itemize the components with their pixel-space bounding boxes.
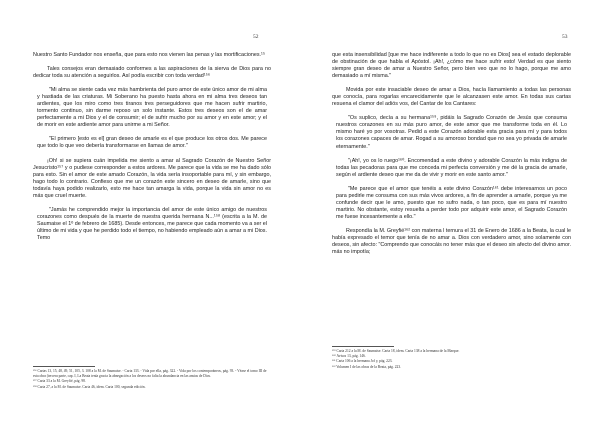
footnotes: [332, 349, 571, 370]
quote-paragraph: "Mi alma se siente cada vez más hambrienta del puro amor de este único amor de mi alma y hastiada de las criaturas. Mi Soberano ha puesto hasta ahora en mi alma tres deseos tan ardientes, que los miro como tres tiranos tres perseguidores que me hacen sufrir martirio, tormento continuo, sin darme reposo un solo instante. Estos tres deseos son el de amar perfectamente a mi Dios y el de consumir; el de sufrir mucho por su amor y en este amor; y el de morir en este ardiente amor para unirme a mi Señor.: [37, 87, 267, 129]
paragraph: Tales consejos eran demasiado conformes a las aspiraciones de la sierva de Dios para no dedicar toda su atención a seguirlos. Así podía escribir con toda verdad¹⁵⁶: [33, 66, 271, 80]
footnote: ¹⁵⁷ Carta 33 a la M. Greyfié, pág. 98.: [33, 379, 86, 384]
footnote-divider: [332, 346, 394, 347]
footnote: ¹⁶¹ Carta 106 a la hermana Jof y, pág. 223.: [332, 359, 393, 364]
footnote: ¹⁶² Volumen I de las obras de la Beata, pág. 223.: [332, 364, 402, 369]
quote-paragraph: "El primero [esto es el] gran deseo de amarle es el que produce los otros dos. Me parece que todo lo que veo debería transformarse en llamas de amor.": [37, 136, 267, 150]
paragraph: Nuestro Santo Fundador nos enseña, que para esto nos vienen las penas y las mortificaciones.¹⁵: [33, 52, 266, 58]
body-text: [33, 52, 271, 249]
footnote: ¹⁵⁶ Cartas 13, 15, 48, 49, 51, 105, 3. 108 a la M. de Saumaise. - Carta 133. - Vida por ella, pág. 322. - Vida por los contemporáneos, pág. 93. - Véase el tomo III de esta obra (tercera parte, cap. I, La Beata tenía gracia la abnegación a los deseos no falta la abundancia en las ansias de Dios.: [33, 369, 267, 379]
paragraph: Respondía la M. Greyfié¹⁶² con materna l ternura el 31 de Enero de 1686 a la Beata, la cual le había expresado el temor que tenía de no amar a. Dios con verdadero amor, sino solamente con deseos, sin afecto: "Comprendo que conocáis no tener más que el deseo sin afecto del divino amor. más no impotía;: [332, 227, 571, 256]
quote-paragraph: "Me parece que el amor que tenéis a este divino Corazón¹⁶¹ debe interesarnos un poco para pedirle me consuma con sus más vivos ardores, a fin de aprender a amarle, porque ya me confunde decir que le amo, puesto que no sufro nada, o tan poco, que es para mí nuestro martirio. No obstante, estoy resuelta a perder todo por adquirir este amor, el Sagrado Corazón me fuese incesantemente a ello.": [336, 185, 567, 220]
footnote-divider: [33, 366, 95, 367]
footnotes: [33, 369, 271, 390]
paragraph: que esta insensibilidad [que me hace indiferente a todo lo que no es Dios] sea el estado deplorable de obstinación de que habla el Apóstol. ¡Ah!, ¿cómo me hace sufrir esto! Verdad es que siento siempre gran deseo de amar a Nuestro Señor, pero bien veo que no lo hago, porque me amo demasiado a mí misma.": [332, 52, 571, 80]
quote-paragraph: "¡Ah!, yo os lo ruego¹⁶⁰. Encomendad a este divino y adorable Corazón la más indigna de todas las pecadoras para que me conceda mi perfecta conversión y me dé la gracia de amarle, según el ardiente deseo que me da de vivir y morir en este santo amor.": [336, 157, 567, 178]
quote-paragraph: "Jamás he comprendido mejor la importancia del amor de este único amigo de nuestros corazones como después de la muerte de nuestra querida hermana N...¹⁵⁸ (escrita a la M. de Saumaise el 1º de febrero de 1685). Desde entonces, me parece que cada momento va a ser el último de mi vida y que he perdido todo el tiempo, no habiendo empleado aún a amar a mi Dios. Temo: [37, 206, 267, 241]
paragraph: ¡Oh! si se supiera cuán impelida me siento a amar al Sagrado Corazón de Nuestro Señor Jesucristo¹⁵⁷ y o pudiese corresponder a estos ardores. Me parece que la vida se me ha dado sólo para esto. Sin el amor de este amado Corazón, la vida sería insoportable para mí, y sin embargo, hago todo lo contrario. Confieso que me un corazón este sincero en deseo de amarle, sino que todavía haya podido realizarlo, esto me hace tan amarga la vida, porque la vida sin amor no es más que cruel muerte.: [33, 157, 271, 199]
paragraph: Movida por este insaciable deseo de amar a Dios, hacía llamamiento a todas las personas que conocía, para rogarlas encarecidamente que le alcanzasen este amor. En todas sus cartas resuena el clamor del adiós vos, del Cantar de los Cantares:: [332, 87, 571, 108]
body-text: [332, 52, 571, 263]
page-number: 52: [253, 34, 259, 40]
footnote: ¹⁵⁹ Carta 212 a la M. de Saumaise. Carta 18, idem. Carta 138 a la hermana de la Marque.: [332, 349, 460, 353]
page-number: 53: [562, 34, 568, 40]
quote-paragraph: "Os suplico, decía a su hermana¹⁵⁹, pidáis la Sagrado Corazón de Jesús que consuma nuestros corazones en su más puro amor, de este amor que me transforme toda en él. Lo mismo haré yo por vosotras. Pedid a este Corazón adorable esta gracia para mí y para todos los corazones capaces de amar. Rogad a su amoroso bondad que no sea yo privada de amarle eternamente.": [336, 115, 567, 150]
footnote: ¹⁵⁸ Carta 27, a la M. de Saumaise. Carta 46, idem. Carta 100, segunda edición.: [33, 384, 146, 389]
footnote: ¹⁶⁰ Avisos 13, pág. 146.: [332, 354, 366, 359]
right-page: [300, 0, 600, 424]
